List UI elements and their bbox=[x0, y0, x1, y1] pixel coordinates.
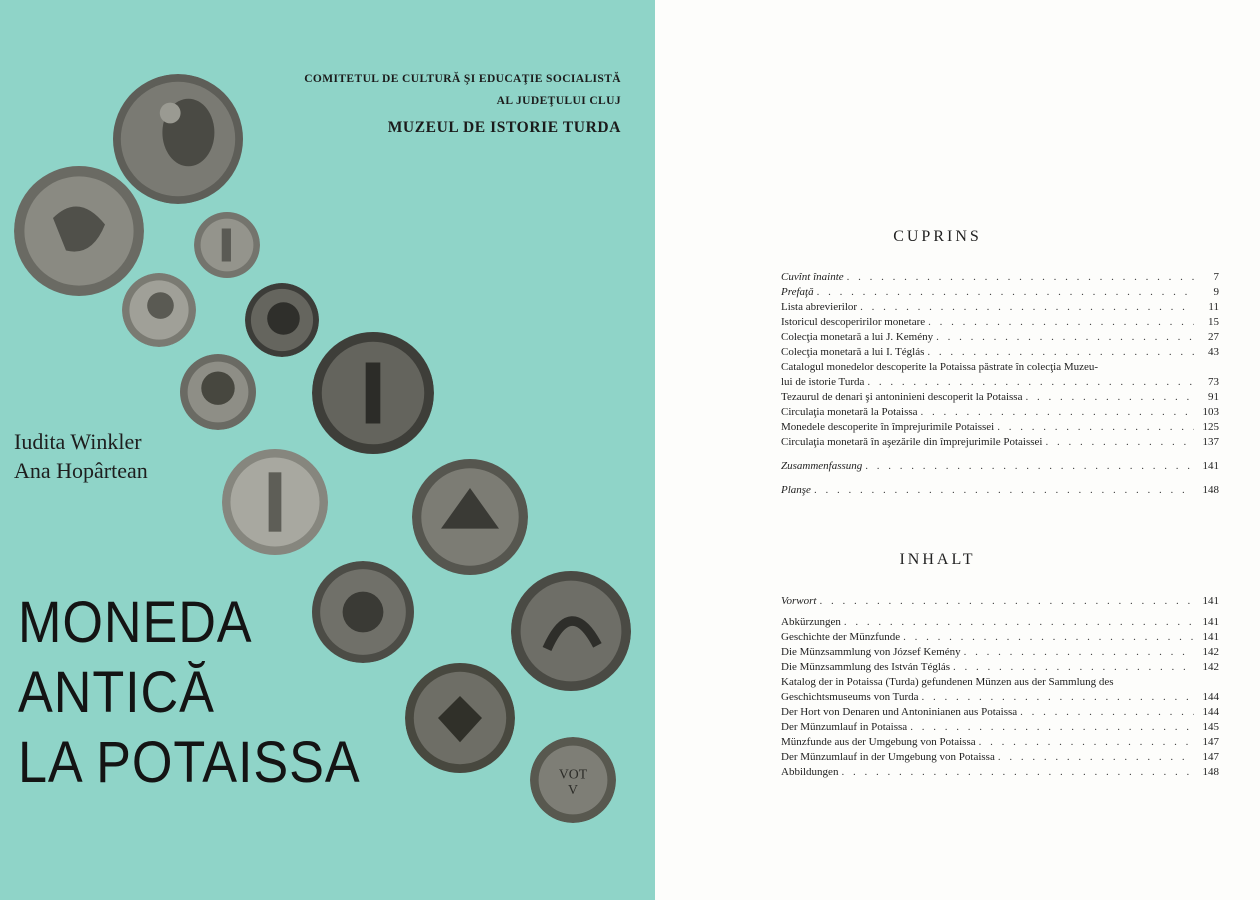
coin-image bbox=[311, 561, 415, 663]
toc-entry-title: Colecţia monetară a lui I. Téglás bbox=[781, 346, 925, 358]
toc-entry bbox=[781, 300, 1219, 315]
toc-entry bbox=[781, 765, 1219, 780]
coin-image bbox=[122, 273, 196, 347]
toc-entry-page: 147 bbox=[1202, 736, 1219, 748]
toc-entry bbox=[781, 285, 1219, 300]
toc-entry bbox=[781, 705, 1219, 720]
coin-image bbox=[530, 737, 616, 823]
museum-name: MUZEUL DE ISTORIE TURDA bbox=[387, 119, 621, 136]
svg-text:V: V bbox=[568, 781, 578, 797]
toc-entry-title: Circulaţia monetară în aşezările din împrejurimile Potaissei bbox=[781, 436, 1043, 448]
contents-page bbox=[655, 0, 1260, 900]
toc-entry-title: Circulaţia monetară la Potaissa bbox=[781, 406, 918, 418]
institution-line-2: AL JUDEŢULUI CLUJ bbox=[496, 95, 621, 107]
toc-entry-title: Der Münzumlauf in Potaissa bbox=[781, 721, 908, 733]
toc-entry bbox=[781, 270, 1219, 285]
coin-image bbox=[312, 329, 434, 457]
toc-entry bbox=[781, 594, 1219, 609]
toc-entry-page: 142 bbox=[1202, 646, 1219, 658]
toc-entry-title-cont: Geschichtsmuseums von Turda bbox=[781, 691, 919, 703]
toc-romanian bbox=[781, 270, 1219, 498]
toc-entry-title: Cuvînt înainte bbox=[781, 271, 844, 283]
author-name: Ana Hopârtean bbox=[14, 458, 148, 483]
toc-entry-title: Istoricul descoperirilor monetare bbox=[781, 316, 926, 328]
toc-entry bbox=[781, 483, 1219, 498]
institution-line-1: COMITETUL DE CULTURĂ ŞI EDUCAŢIE SOCIALISTĂ bbox=[304, 73, 621, 85]
toc-entry-page: 141 bbox=[1202, 595, 1219, 607]
toc-entry-page: 43 bbox=[1208, 346, 1219, 358]
toc-entry-page: 15 bbox=[1208, 316, 1219, 328]
coin-image bbox=[194, 211, 260, 279]
toc-entry-title: Geschichte der Münzfunde bbox=[781, 631, 901, 643]
toc-entry-page: 141 bbox=[1202, 460, 1219, 472]
toc-entry bbox=[781, 390, 1219, 405]
author-name: Iudita Winkler bbox=[14, 429, 142, 454]
contents-heading-ro: CUPRINS bbox=[893, 228, 982, 245]
toc-entry bbox=[781, 630, 1219, 645]
toc-entry bbox=[781, 615, 1219, 630]
toc-entry-page: 148 bbox=[1202, 484, 1219, 496]
toc-entry-title: Katalog der in Potaissa (Turda) gefundenen Münzen aus der Sammlung des bbox=[781, 676, 1114, 688]
coin-image bbox=[222, 446, 328, 558]
toc-entry-title: Die Münzsammlung des István Téglás bbox=[781, 661, 951, 673]
toc-entry bbox=[781, 660, 1219, 675]
toc-entry-title: Planşe bbox=[781, 484, 811, 496]
toc-entry-page: 142 bbox=[1202, 661, 1219, 673]
toc-entry bbox=[781, 330, 1219, 345]
toc-entry bbox=[781, 435, 1219, 450]
toc-entry bbox=[781, 459, 1219, 474]
toc-entry-title: Colecţia monetară a lui J. Kemény bbox=[781, 331, 934, 343]
toc-entry-page: 103 bbox=[1202, 406, 1219, 418]
toc-entry-title: Lista abrevierilor bbox=[781, 301, 858, 313]
toc-entry bbox=[781, 345, 1219, 360]
toc-entry bbox=[781, 690, 1219, 705]
coin-image bbox=[14, 163, 144, 299]
toc-entry-page: 148 bbox=[1202, 766, 1219, 778]
toc-entry-page: 73 bbox=[1208, 376, 1219, 388]
toc-entry-page: 11 bbox=[1208, 301, 1219, 313]
toc-entry-title: Der Hort von Denaren und Antoninianen aus Potaissa bbox=[781, 706, 1018, 718]
toc-entry bbox=[781, 645, 1219, 660]
toc-entry-page: 27 bbox=[1208, 331, 1219, 343]
svg-text:VOT: VOT bbox=[558, 766, 588, 782]
toc-entry-page: 137 bbox=[1202, 436, 1219, 448]
coin-image bbox=[412, 457, 528, 577]
toc-entry-title: Vorwort bbox=[781, 595, 817, 607]
coin-image bbox=[245, 283, 319, 357]
toc-entry bbox=[781, 315, 1219, 330]
toc-entry-page: 141 bbox=[1202, 616, 1219, 628]
toc-entry-page: 7 bbox=[1213, 271, 1219, 283]
toc-entry-page: 145 bbox=[1202, 721, 1219, 733]
toc-entry-page: 141 bbox=[1202, 631, 1219, 643]
toc-entry-title: Catalogul monedelor descoperite la Potaissa păstrate în colecţia Muzeu- bbox=[781, 361, 1099, 373]
toc-entry-title: Abkürzungen bbox=[781, 616, 841, 628]
toc-entry bbox=[781, 750, 1219, 765]
coin-image bbox=[112, 74, 244, 204]
toc-entry bbox=[781, 720, 1219, 735]
toc-entry-title: Zusammenfassung bbox=[781, 460, 863, 472]
toc-entry-title-cont: lui de istorie Turda bbox=[781, 376, 865, 388]
cover-title-line: MONEDA bbox=[18, 590, 253, 655]
contents-heading-de: INHALT bbox=[899, 551, 976, 568]
toc-entry-page: 147 bbox=[1202, 751, 1219, 763]
toc-entry bbox=[781, 405, 1219, 420]
cover-title-line: ANTICĂ bbox=[18, 660, 215, 725]
toc-entry-page: 9 bbox=[1213, 286, 1219, 298]
toc-entry-title: Prefaţă bbox=[781, 286, 814, 298]
cover-title-line: LA POTAISSA bbox=[18, 730, 361, 795]
toc-entry-title: Der Münzumlauf in der Umgebung von Potaissa bbox=[781, 751, 995, 763]
toc-entry-title: Münzfunde aus der Umgebung von Potaissa bbox=[781, 736, 976, 748]
toc-entry bbox=[781, 735, 1219, 750]
coin-image bbox=[405, 661, 515, 775]
toc-entry-title: Die Münzsammlung von József Kemény bbox=[781, 646, 961, 658]
coin-image bbox=[511, 570, 631, 692]
coin-image bbox=[179, 354, 257, 430]
toc-entry-title: Abbildungen bbox=[781, 766, 839, 778]
toc-entry-page: 91 bbox=[1208, 391, 1219, 403]
toc-entry-page: 125 bbox=[1202, 421, 1219, 433]
toc-german bbox=[781, 594, 1219, 780]
toc-entry-page: 144 bbox=[1202, 691, 1219, 703]
toc-entry-title: Monedele descoperite în împrejurimile Potaissei bbox=[781, 421, 995, 433]
toc-entry-page: 144 bbox=[1202, 706, 1219, 718]
toc-entry bbox=[781, 375, 1219, 390]
toc-entry-title: Tezaurul de denari şi antoninieni descoperit la Potaissa bbox=[781, 391, 1023, 403]
toc-entry bbox=[781, 420, 1219, 435]
